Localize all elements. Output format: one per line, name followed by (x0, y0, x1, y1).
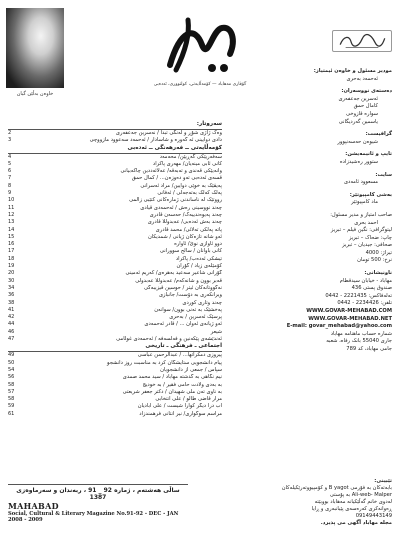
toc-entry-title: پەیڤێک بە خوێی دوایین/ مراد ئەسرانی (140, 182, 222, 189)
toc-entry-title: ئەو شانە تازەکان ژیانی / شمدیکان (147, 233, 222, 240)
toc-entry[interactable] (8, 197, 222, 204)
credit-label: بەشی کامپیوتێر: (349, 191, 392, 198)
toc-entry-title: سپاس / جمعی از دانشجویان (160, 366, 222, 373)
toc-entry-title: پەخشێک بە تەنی بوون/ سوانەن (154, 306, 222, 313)
credit-label: سایت: (375, 171, 392, 178)
credit-name: شیوەن حەسەنپوور (337, 138, 378, 145)
toc-page-number: 30 (8, 277, 15, 284)
publisher-line: تیراژ: 4000 (365, 249, 392, 256)
toc-entry[interactable] (8, 382, 222, 389)
toc-entry[interactable] (8, 212, 222, 219)
issue-footer (8, 484, 188, 523)
publisher-line: لیتوگرافی: نگین فیلم – تبریز (330, 227, 392, 234)
toc-page-number: 47 (8, 336, 15, 343)
toc-entry[interactable] (8, 161, 222, 168)
toc-page-number: 4 (8, 153, 12, 160)
address-label: ناونیشانی: (364, 270, 392, 277)
account-line: شمارە حساب ماهنامە مهاباد (330, 330, 392, 337)
toc-section-heading (8, 343, 222, 352)
toc-entry[interactable] (8, 403, 222, 410)
notes-block (214, 478, 392, 527)
toc-section-heading (8, 121, 222, 130)
toc-entry[interactable] (8, 278, 222, 285)
toc-page-number: 15 (8, 233, 15, 240)
account-line: جاری 55040 بانک رفاە، شعبە (326, 338, 392, 345)
toc-entry[interactable] (8, 256, 222, 263)
toc-entry[interactable] (8, 183, 222, 190)
toc-page-number: 16 (8, 241, 15, 248)
toc-page-number: 6 (8, 168, 12, 175)
toc-entry[interactable] (8, 300, 222, 307)
credit-block (232, 88, 392, 126)
toc-page-number: 5 (8, 160, 12, 167)
toc-entry-title: پیام دانشجویی ستایشگان کرد به مناسبت روز دانشجو (107, 359, 222, 366)
toc-entry-title: چەند وتاری کوردی (182, 299, 222, 306)
credit-name: ئەسرین جەعفەری (338, 95, 378, 102)
toc-entry-title: وەک ژاژی شۆڕ و لەنگی تبدا / نەسرین جەعفەری (115, 130, 222, 136)
toc-entry-title: شیعر (210, 328, 222, 335)
magazine-name: MAHABAD (8, 501, 59, 511)
toc-page-number: 57 (8, 388, 15, 395)
credit-name: ماد کامپیوتێر (351, 199, 378, 206)
credit-label: مودیر مسئول و خاوەن ئیمتیاز: (313, 68, 392, 74)
toc-page-number: 8 (8, 182, 12, 189)
toc-entry[interactable] (8, 396, 222, 403)
toc-entry[interactable] (8, 248, 222, 255)
publisher-line: احمد بحری (354, 219, 378, 226)
toc-entry[interactable] (8, 307, 222, 314)
toc-entry-title: چەند نووسینی رەش / ئەحمەدی قیادی (140, 204, 222, 211)
toc-page-number: 58 (8, 381, 15, 388)
toc-entry-title: رووتێک لە ناساندنی ژمارەکانی کتێبی زاڵمی (129, 197, 222, 204)
toc-page-number: 58 (8, 396, 15, 403)
toc-page-number: 61 (8, 410, 15, 417)
divider (8, 484, 188, 485)
toc-page-number: 19 (8, 263, 15, 270)
toc-entry[interactable] (8, 270, 222, 277)
notes-line: Ali-web- Malper بە پۆستی (329, 492, 392, 498)
toc-entry[interactable] (8, 389, 222, 396)
address-line: تەلەفاکس: 2221435 - 0442 (325, 292, 392, 299)
issue-line-english: Social, Cultural & Literary Magazine No.91-92 - DEC - JAN 2008 - 2009 (8, 511, 179, 523)
toc-entry[interactable] (8, 374, 222, 381)
credit-name: مسعوود ئامەدی (343, 179, 378, 186)
publisher-line: صاحب امتیاز و مدیر مسئول: (330, 211, 392, 218)
notes-line: مجلە مهاباد آگهی می پذیرد. (320, 520, 392, 526)
toc-entry-title: سەفەریێکی گەڕیێن/ محەمەد (159, 153, 222, 160)
toc-page-number: 46 (8, 328, 15, 335)
toc-entry-title: ئەو ژیانەی ئەوان ... / قادر ئەحمەدی (144, 321, 222, 328)
toc-entry[interactable] (8, 175, 222, 182)
credit-name: سوارە قازوخی (346, 110, 378, 117)
toc-entry[interactable] (8, 285, 222, 292)
publisher-line: صحافی: جیدیان – تبریز (342, 242, 392, 249)
toc-entry[interactable] (8, 219, 222, 226)
toc-page-number: 38 (8, 299, 15, 306)
toc-section-title: کۆمەڵایەتی ــ فەرهەنگی ــ ئەدەبی (127, 144, 222, 151)
toc-entry[interactable] (8, 234, 222, 241)
toc-entry[interactable] (8, 205, 222, 212)
issue-line-kurdish: ساڵی هەشتەم ، ژمارە 92 _ 91 ، ربەندان و سەرماوەزی 1387 (16, 487, 180, 501)
toc-entry-title: چەند پەیوەندییەک/ حەسەن قادری (149, 211, 222, 218)
credit-block (232, 172, 392, 187)
toc-entry-title: قەبر بوون و شانەکەم/ عەبدوڵلا عەبدولی (135, 277, 222, 284)
cover-photo (6, 8, 64, 88)
toc-page-number: 14 (8, 226, 15, 233)
credit-name: کامال حمق (353, 103, 378, 110)
toc-entry[interactable] (8, 154, 222, 161)
credit-block (232, 151, 392, 166)
toc-entry[interactable] (8, 367, 222, 374)
calligraphy-seal-icon (332, 30, 392, 52)
notes-line: ڕەوانەکری کەرەسەی پێیانبەری و ڕایا (311, 506, 392, 512)
toc-page-number: 44 (8, 321, 15, 328)
logo-tagline: گۆڤاری مەهاباد — کۆمەڵایەتی، کولتووری، ئەدەبی (153, 82, 247, 87)
publisher-block (232, 212, 392, 265)
toc-section-heading (8, 145, 222, 154)
credit-label: گرافیست: (365, 131, 392, 138)
toc-page-number: 41 (8, 306, 15, 313)
notes-line: لەدوی خانم گەڵێکیانە مەهاباد بووبێتە (314, 499, 392, 505)
toc-entry-title: مراسم سوگواری/ نیر انتانی فرهمندزاد (139, 410, 222, 417)
toc-page-number: 36 (8, 292, 15, 299)
toc-entry-title: پاتە پەلکی تەلائی/ محمد قادری (155, 226, 222, 233)
credit-name: ئەحمەد بەحری (346, 75, 378, 82)
toc-entry-title: چەند بەش ئەدەبی/ عەبدوڵلا قادری (147, 219, 222, 226)
table-of-contents (8, 121, 222, 418)
toc-page-number: 2 (8, 130, 12, 136)
divider (8, 351, 222, 352)
toc-entry[interactable] (8, 227, 222, 234)
toc-entry-title: نەگووتانەکان ئیتر / حوسین قیزیبەگی (143, 284, 222, 291)
toc-page-number: 13 (8, 219, 15, 226)
toc-page-number: 56 (8, 374, 15, 381)
toc-entry-title: بە بەدی ولادت حامی فقیر / بە خودیج (142, 381, 222, 388)
toc-entry-title: بە ناوی تەن ملی شهیدان / دکتر جعفر شریعتی (122, 388, 222, 395)
credits-column (232, 68, 392, 359)
address-line: تلفن: 2234426 - 0442 (337, 300, 392, 307)
toc-entry[interactable] (8, 241, 222, 248)
credit-block (232, 131, 392, 146)
toc-entry[interactable] (8, 190, 222, 197)
toc-entry-title: آب درا دیگر کوارا شیست / علی آبادیان (137, 403, 222, 410)
toc-page-number: 12 (8, 211, 15, 218)
notes-heading: تێبینی: (374, 478, 392, 484)
publisher-line: چاپ: ضحاک – تبریز (348, 234, 392, 241)
divider (8, 129, 222, 130)
publisher-line: نرخ: 500 تومان (357, 257, 392, 264)
toc-entry-title: دوو ئاوازی نوێ/ ئاوارە (174, 241, 222, 248)
credit-name: ستوور رەشیدزادە (339, 158, 378, 165)
toc-entry-title: دادی دوایینی ئە گەوره و شاسادار / ئەحمەد سەعوود مازووچی (89, 137, 222, 144)
toc-section-title: سەروتار: (196, 121, 222, 127)
credit-label: تایپ و ئانیمەیشن: (345, 151, 392, 158)
toc-entry-title: ویرانکەری بە دۆست/ جانبازی (158, 292, 222, 299)
toc-page-number: 3 (8, 137, 12, 144)
toc-entry[interactable] (8, 360, 222, 367)
credit-name: یاسمین گەردیگانی (338, 118, 378, 125)
toc-page-number: 54 (8, 366, 15, 373)
toc-entry-title: تیشکی ئەدەب/ پاکراد (175, 255, 222, 262)
toc-entry-title: کانی باوانان / ساڵح سوورانی (159, 248, 222, 255)
toc-page-number: 49 (8, 352, 15, 359)
toc-entry-title: قسەی ئەدەبی تەو دەوزەن... / کمال حمق (131, 175, 222, 182)
toc-page-number: 20 (8, 270, 15, 277)
toc-page-number: 34 (8, 284, 15, 291)
photo-caption: خاوەن بەڵێن گیان (16, 91, 54, 97)
toc-entry-title: کانی ئابی مینەیان/ مهەری پاکراد (152, 160, 222, 167)
toc-entry[interactable] (8, 168, 222, 175)
toc-entry-title: وانەیێکی قەندی و تەبەقە/ عەلائەددین چاکەبیانی (120, 168, 222, 175)
address-line: مهاباد - خیابان سیدقطام (339, 277, 392, 284)
toc-entry[interactable] (8, 137, 222, 144)
address-line: صندوق پستی 436 (351, 285, 392, 292)
toc-page-number: 59 (8, 403, 15, 410)
toc-entry-title: پەلک کەلک بەتەجەلی / ئەفانی (157, 190, 222, 197)
toc-entry-title: ئەندێشەی پێکەنین و فەلسەفە / ئەحمەدی غوڵامی (116, 336, 222, 343)
account-line: جامی مهاباد، کد 789 (346, 346, 392, 352)
toc-page-number: 10 (8, 197, 15, 204)
toc-page-number: 50 (8, 359, 15, 366)
toc-entry[interactable] (8, 263, 222, 270)
toc-entry[interactable] (8, 321, 222, 328)
toc-entry-title: پرسێک ئەسرین / بەحری (169, 314, 222, 321)
toc-entry[interactable] (8, 329, 222, 336)
toc-page-number: 18 (8, 255, 15, 262)
website-link[interactable]: WWW.GOVAR-MEHABAD.COM (306, 308, 392, 315)
toc-entry-title: کۆمێڵەی زیاد / گۆران (176, 263, 222, 270)
toc-section-title: اجتماعی ـ فرهنگی ـ تاریخی (145, 343, 222, 350)
toc-page-number: 17 (8, 248, 15, 255)
credit-label: دەستەی نووسەران: (341, 88, 392, 95)
notes-line: بابەتەکان بە فۆرمی B yagot و کۆمپیووتەرێکیلەکان (281, 485, 392, 491)
toc-page-number: 7 (8, 175, 12, 182)
toc-entry[interactable] (8, 130, 222, 137)
toc-entry-title: پیروزی دمکراتها... / عبدالرحمن عباسی (137, 352, 222, 359)
toc-page-number: 11 (8, 204, 15, 211)
toc-page-number: 9 (8, 190, 12, 197)
toc-entry[interactable] (8, 292, 222, 299)
email-link[interactable]: E-mail: govar_mehabad@yahoo.com (286, 323, 392, 330)
toc-entry[interactable] (8, 352, 222, 359)
toc-entry[interactable] (8, 314, 222, 321)
credit-block (232, 192, 392, 207)
toc-entry-title: مرار قاضی طالو / علی انتخابی (155, 396, 222, 403)
toc-entry-title: نیم نگاهی به گذشته مهاباد / سید محمد صمدی (122, 374, 222, 381)
credit-block (232, 68, 392, 83)
toc-entry[interactable] (8, 411, 222, 418)
toc-page-number: 42 (8, 314, 15, 321)
divider (8, 153, 222, 154)
address-block (232, 270, 392, 354)
website-link[interactable]: WWW.GOVAR-MEHABAD.NET (308, 315, 392, 322)
toc-entry-title: گۆرانی شاعیر سەعید بەهرەی/ کەریم ئەمینی (125, 270, 222, 277)
phone-number: 09149443149 (355, 513, 392, 519)
